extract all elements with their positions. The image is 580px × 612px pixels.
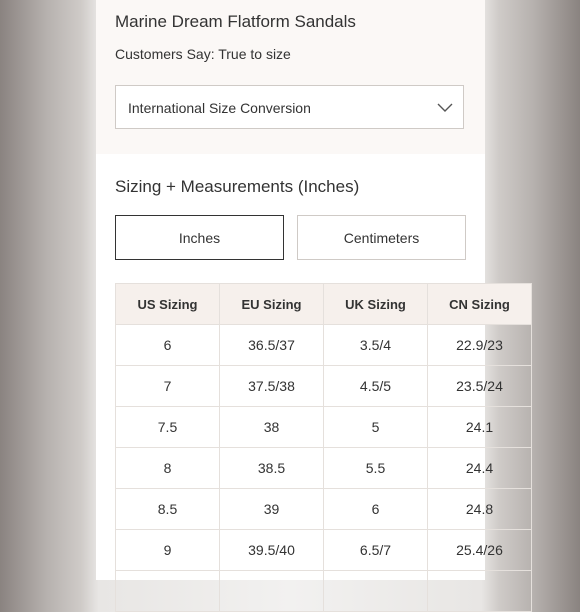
size-table-scroll[interactable] <box>115 283 510 580</box>
table-cell: 8.5 <box>116 489 220 530</box>
table-cell: 6 <box>324 489 428 530</box>
table-row <box>116 407 532 448</box>
table-row <box>116 448 532 489</box>
inches-button[interactable]: Inches <box>115 215 284 260</box>
table-row <box>116 571 532 612</box>
table-row <box>116 530 532 571</box>
table-cell: 8 <box>116 448 220 489</box>
table-cell: 25.4/26 <box>428 530 532 571</box>
section-title: Sizing + Measurements (Inches) <box>115 177 360 196</box>
table-cell: 24.4 <box>428 448 532 489</box>
table-cell: 39.5/40 <box>220 530 324 571</box>
header-cn-sizing: CN Sizing <box>428 284 532 325</box>
header-eu-sizing: EU Sizing <box>220 284 324 325</box>
table-cell: 4.5/5 <box>324 366 428 407</box>
product-title: Marine Dream Flatform Sandals <box>115 12 356 31</box>
table-cell: 6.5/7 <box>324 530 428 571</box>
table-cell: 38 <box>220 407 324 448</box>
size-conversion-label: International Size Conversion <box>128 100 311 116</box>
size-table <box>115 283 532 612</box>
table-cell: 36.5/37 <box>220 325 324 366</box>
table-cell: 38.5 <box>220 448 324 489</box>
table-cell: 24.8 <box>428 489 532 530</box>
table-cell: 23.5/24 <box>428 366 532 407</box>
centimeters-button[interactable]: Centimeters <box>297 215 466 260</box>
table-cell: 24.1 <box>428 407 532 448</box>
table-cell: 37.5/38 <box>220 366 324 407</box>
table-cell: 5.5 <box>324 448 428 489</box>
table-cell <box>324 571 428 612</box>
table-cell: 39 <box>220 489 324 530</box>
table-cell: 7 <box>116 366 220 407</box>
size-guide-page <box>96 0 510 580</box>
table-cell <box>116 571 220 612</box>
table-cell: 3.5/4 <box>324 325 428 366</box>
table-header-row <box>116 284 532 325</box>
header-us-sizing: US Sizing <box>116 284 220 325</box>
table-cell <box>220 571 324 612</box>
table-cell: 6 <box>116 325 220 366</box>
table-row <box>116 489 532 530</box>
table-row <box>116 325 532 366</box>
table-row <box>116 366 532 407</box>
table-cell <box>428 571 532 612</box>
table-cell: 22.9/23 <box>428 325 532 366</box>
header-uk-sizing: UK Sizing <box>324 284 428 325</box>
table-cell: 5 <box>324 407 428 448</box>
table-cell: 7.5 <box>116 407 220 448</box>
fit-note: Customers Say: True to size <box>115 46 291 62</box>
product-info-panel <box>96 0 485 154</box>
table-cell: 9 <box>116 530 220 571</box>
chevron-down-icon <box>437 101 453 113</box>
size-conversion-select[interactable] <box>115 85 464 129</box>
